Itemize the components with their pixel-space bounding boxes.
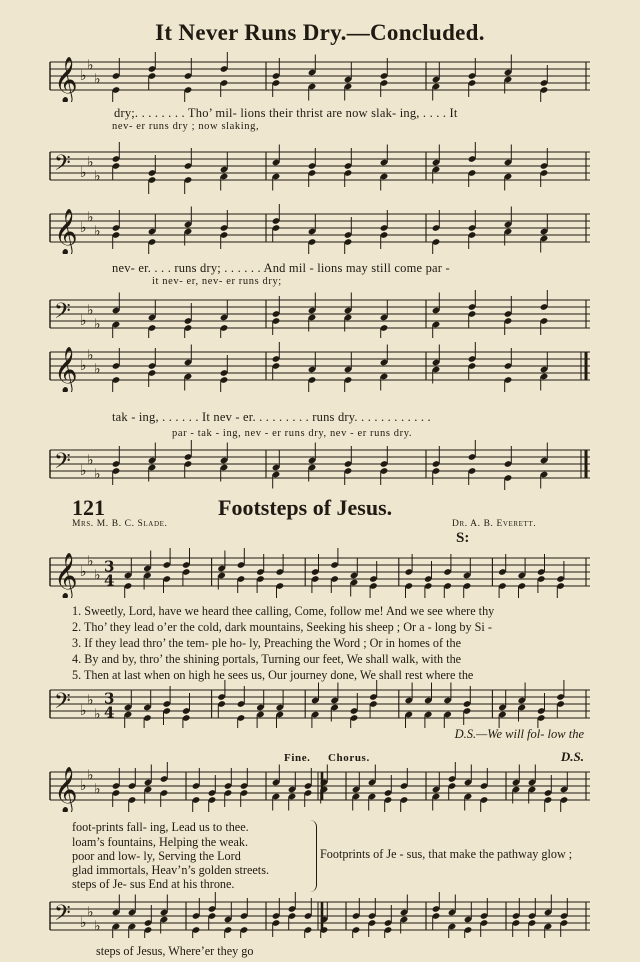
hymn-bass-staff-1	[48, 680, 592, 728]
treble-staff-system-2	[48, 204, 592, 254]
verse-bracket	[310, 820, 317, 892]
chorus-mark: Chorus.	[328, 752, 370, 764]
continuation-4: glad immortals, Heav’n’s golden streets.	[72, 863, 269, 877]
svg-text:♭: ♭	[87, 302, 94, 319]
composer-credit: Dr. A. B. Everett.	[452, 519, 537, 529]
continuation-2: loam’s fountains, Helping the weak.	[72, 835, 249, 849]
svg-text:♭: ♭	[94, 223, 101, 240]
svg-text:♭: ♭	[87, 209, 94, 226]
bottom-lyric: steps of Jesus, Where’er they go	[96, 944, 254, 958]
lyric-line-system-3: tak - ing, . . . . . . It nev - er. . . . . . . . . runs dry. . . . . . . . . . . .	[112, 410, 431, 424]
bass-staff-system-1	[48, 142, 592, 200]
svg-text:4: 4	[104, 703, 115, 722]
hymn-treble-staff-1	[48, 548, 592, 598]
svg-text:♭: ♭	[80, 778, 87, 794]
svg-text:♭: ♭	[87, 553, 94, 570]
svg-text:♭: ♭	[80, 564, 87, 580]
ds-mark: D.S.	[560, 749, 584, 764]
svg-text:𝄢: 𝄢	[54, 151, 71, 181]
svg-text:♭: ♭	[87, 452, 94, 469]
svg-text:♭: ♭	[80, 358, 87, 374]
verse-2: 2. Tho’ they lead o’er the cold, dark mountains, Seeking his sheep ; Or a - long by Si -	[72, 620, 492, 634]
svg-text:♭: ♭	[87, 904, 94, 921]
svg-text:𝄞: 𝄞	[54, 347, 78, 392]
svg-text:♭: ♭	[94, 781, 101, 798]
svg-text:♭: ♭	[94, 918, 101, 935]
verse-5: 5. Then at last when on high he sees us, Our journey done, We shall rest where the	[72, 668, 474, 682]
svg-text:♭: ♭	[80, 165, 87, 181]
svg-text:𝄢: 𝄢	[54, 689, 71, 719]
page-title: It Never Runs Dry.—Concluded.	[155, 20, 485, 45]
svg-text:♭: ♭	[94, 168, 101, 185]
lyric-line-small-system-3: par - tak - ing, nev - er runs dry, nev - er runs dry.	[172, 428, 413, 439]
svg-text:3: 3	[104, 557, 115, 576]
svg-text:𝄞: 𝄞	[54, 553, 78, 598]
hymn-treble-staff-2	[48, 762, 592, 812]
svg-text:♭: ♭	[87, 767, 94, 784]
bass-staff-system-2	[48, 290, 592, 338]
hymn-number: 121	[72, 495, 105, 520]
svg-text:♭: ♭	[80, 463, 87, 479]
continuation-3: poor and low- ly, Serving the Lord	[72, 849, 241, 863]
lyric-line-small-system-2: it nev- er, nev- er runs dry;	[152, 276, 282, 287]
hymn-bass-staff-2	[48, 892, 592, 938]
svg-text:♭: ♭	[80, 915, 87, 931]
svg-text:♭: ♭	[87, 154, 94, 171]
svg-text:♭: ♭	[94, 466, 101, 483]
continuation-1: foot-prints fall- ing, Lead us to thee.	[72, 820, 249, 834]
verse-4: 4. By and by, thro’ the shining portals, Turning our feet, We shall walk, with the	[72, 652, 462, 666]
svg-text:♭: ♭	[94, 361, 101, 378]
svg-text:♭: ♭	[94, 567, 101, 584]
svg-text:3: 3	[104, 689, 115, 708]
svg-text:𝄞: 𝄞	[54, 767, 78, 812]
svg-text:♭: ♭	[94, 316, 101, 333]
lyric-line-system-1: dry;. . . . . . . . Tho’ mil- lions their thrist are now slak- ing, . . . . It	[114, 106, 458, 120]
svg-text:𝄢: 𝄢	[54, 901, 71, 931]
verse-1: 1. Sweetly, Lord, have we heard thee calling, Come, follow me! And we see where thy	[72, 604, 495, 618]
treble-staff-system-1	[48, 52, 592, 102]
segno-sign: S:	[456, 530, 470, 546]
ds-instruction: D.S.—We will fol- low the	[454, 727, 584, 741]
svg-text:♭: ♭	[94, 706, 101, 723]
bass-staff-system-3	[48, 440, 592, 490]
svg-text:♭: ♭	[80, 703, 87, 719]
continuation-5: steps of Je- sus End at his throne.	[72, 877, 235, 891]
svg-text:♭: ♭	[87, 692, 94, 709]
svg-text:♭: ♭	[94, 71, 101, 88]
svg-text:♭: ♭	[87, 57, 94, 74]
svg-text:♭: ♭	[80, 220, 87, 236]
svg-text:𝄢: 𝄢	[54, 299, 71, 329]
lyric-line-system-2: nev- er. . . . runs dry; . . . . . . And mil - lions may still come par -	[112, 261, 450, 275]
treble-staff-system-3	[48, 342, 592, 392]
svg-text:4: 4	[104, 571, 115, 590]
svg-text:♭: ♭	[80, 68, 87, 84]
svg-text:𝄞: 𝄞	[54, 209, 78, 254]
verse-3: 3. If they lead thro’ the tem- ple ho- ly, Preaching the Word ; Or in homes of the	[72, 636, 462, 650]
svg-text:𝄞: 𝄞	[54, 57, 78, 102]
svg-text:♭: ♭	[87, 347, 94, 364]
author-credit: Mrs. M. B. C. Slade.	[72, 519, 168, 529]
svg-text:𝄢: 𝄢	[54, 449, 71, 479]
hymn-title: Footsteps of Jesus.	[218, 495, 393, 520]
lyric-line-small-system-1: nev- er runs dry ; now slaking,	[112, 121, 260, 132]
chorus-lyric: Footprints of Je - sus, that make the pathway glow ;	[320, 847, 573, 861]
svg-text:♭: ♭	[80, 313, 87, 329]
fine-mark: Fine.	[284, 752, 311, 764]
